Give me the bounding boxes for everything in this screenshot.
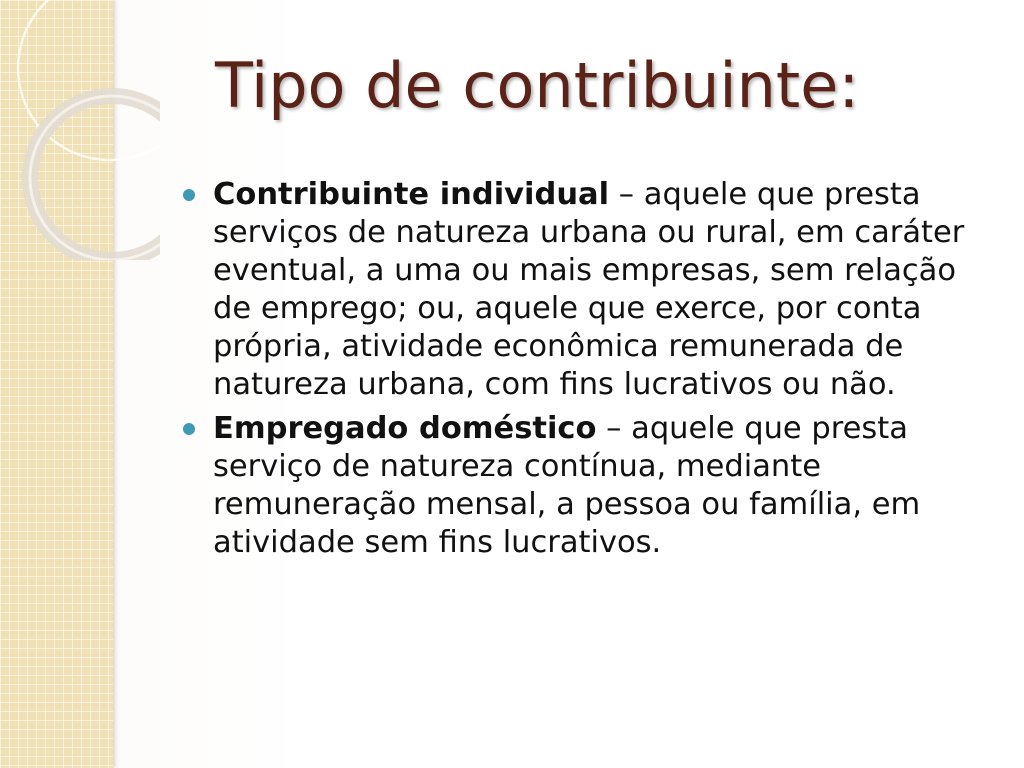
decorative-ring-thick <box>30 96 160 260</box>
decorative-rings <box>0 0 160 260</box>
bullet-item-empregado-domestico <box>180 410 990 562</box>
bullet-description: – aquele que presta serviço de natureza contínua, mediante remuneração mensal, a pessoa ou família, em atividade sem fins lucrativos. <box>213 411 921 560</box>
slide-title: Tipo de contribuinte: <box>215 49 860 122</box>
bullet-marker <box>183 423 195 435</box>
bullet-marker <box>183 189 195 201</box>
bullet-description: – aquele que presta serviços de natureza urbana ou rural, em caráter eventual, a uma ou mais empresas, sem relação de emprego; ou, aquele que exerce, por conta própria, atividade econômica remunerada de natureza urbana, com fins lucrativos ou não. <box>213 177 965 402</box>
bullet-item-contribuinte-individual <box>180 176 990 404</box>
bullet-list <box>180 176 990 562</box>
bullet-term: Contribuinte individual <box>213 177 610 212</box>
bullet-term: Empregado doméstico <box>213 411 597 446</box>
